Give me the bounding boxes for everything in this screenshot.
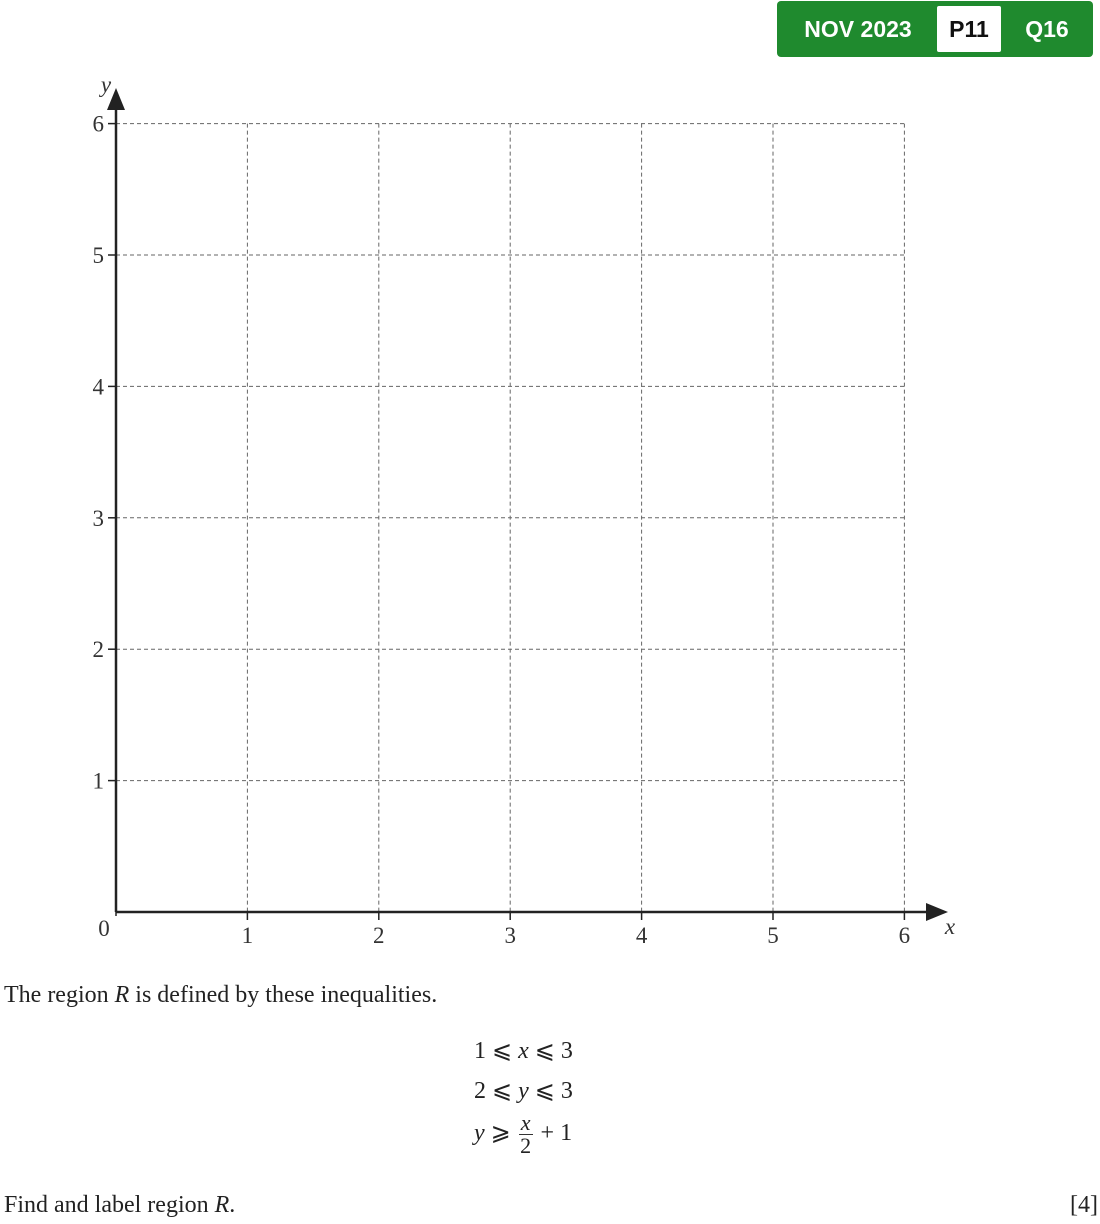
question-stem: The region R is defined by these inequalities. (4, 982, 438, 1008)
origin-label: 0 (98, 916, 110, 941)
y-tick-label-5: 5 (92, 243, 104, 268)
x-tick-label-5: 5 (767, 923, 779, 948)
axes (107, 88, 948, 921)
y-tick-label-6: 6 (92, 111, 104, 137)
fraction: $\frac{x}{2}$ (520, 1110, 532, 1158)
y-tick-label-3: 3 (92, 505, 104, 531)
y-axis-label: y (100, 72, 112, 97)
x-tick-label-1: 1 (241, 923, 254, 948)
x-tick-label-6: 6 (898, 923, 911, 948)
y-tick-label-2: 2 (92, 637, 104, 663)
grid-lines (116, 124, 904, 912)
y-tick-label-4: 4 (92, 374, 104, 400)
ticks (108, 124, 904, 920)
x-tick-label-2: 2 (373, 923, 385, 948)
badge-session: NOV 2023 (804, 15, 912, 42)
y-tick-label-1: 1 (92, 768, 104, 794)
question-task: Find and label region R. (4, 1192, 236, 1218)
x-tick-label-4: 4 (635, 923, 648, 948)
inequality-x: 1 ⩽ x ⩽ 3 (474, 1038, 573, 1064)
x-axis-label: x (944, 914, 956, 939)
inequality-y: 2 ⩽ y ⩽ 3 (474, 1078, 573, 1104)
badge-question: Q16 (1025, 15, 1069, 42)
x-tick-label-3: 3 (504, 923, 516, 948)
inequality-line: y ⩾ $\frac{x}{2}$ + 1 (474, 1110, 573, 1158)
region-variable: R (114, 982, 130, 1008)
marks-label: [4] (1070, 1192, 1098, 1218)
tick-labels (93, 72, 956, 948)
badge-paper: P11 (937, 6, 1001, 52)
